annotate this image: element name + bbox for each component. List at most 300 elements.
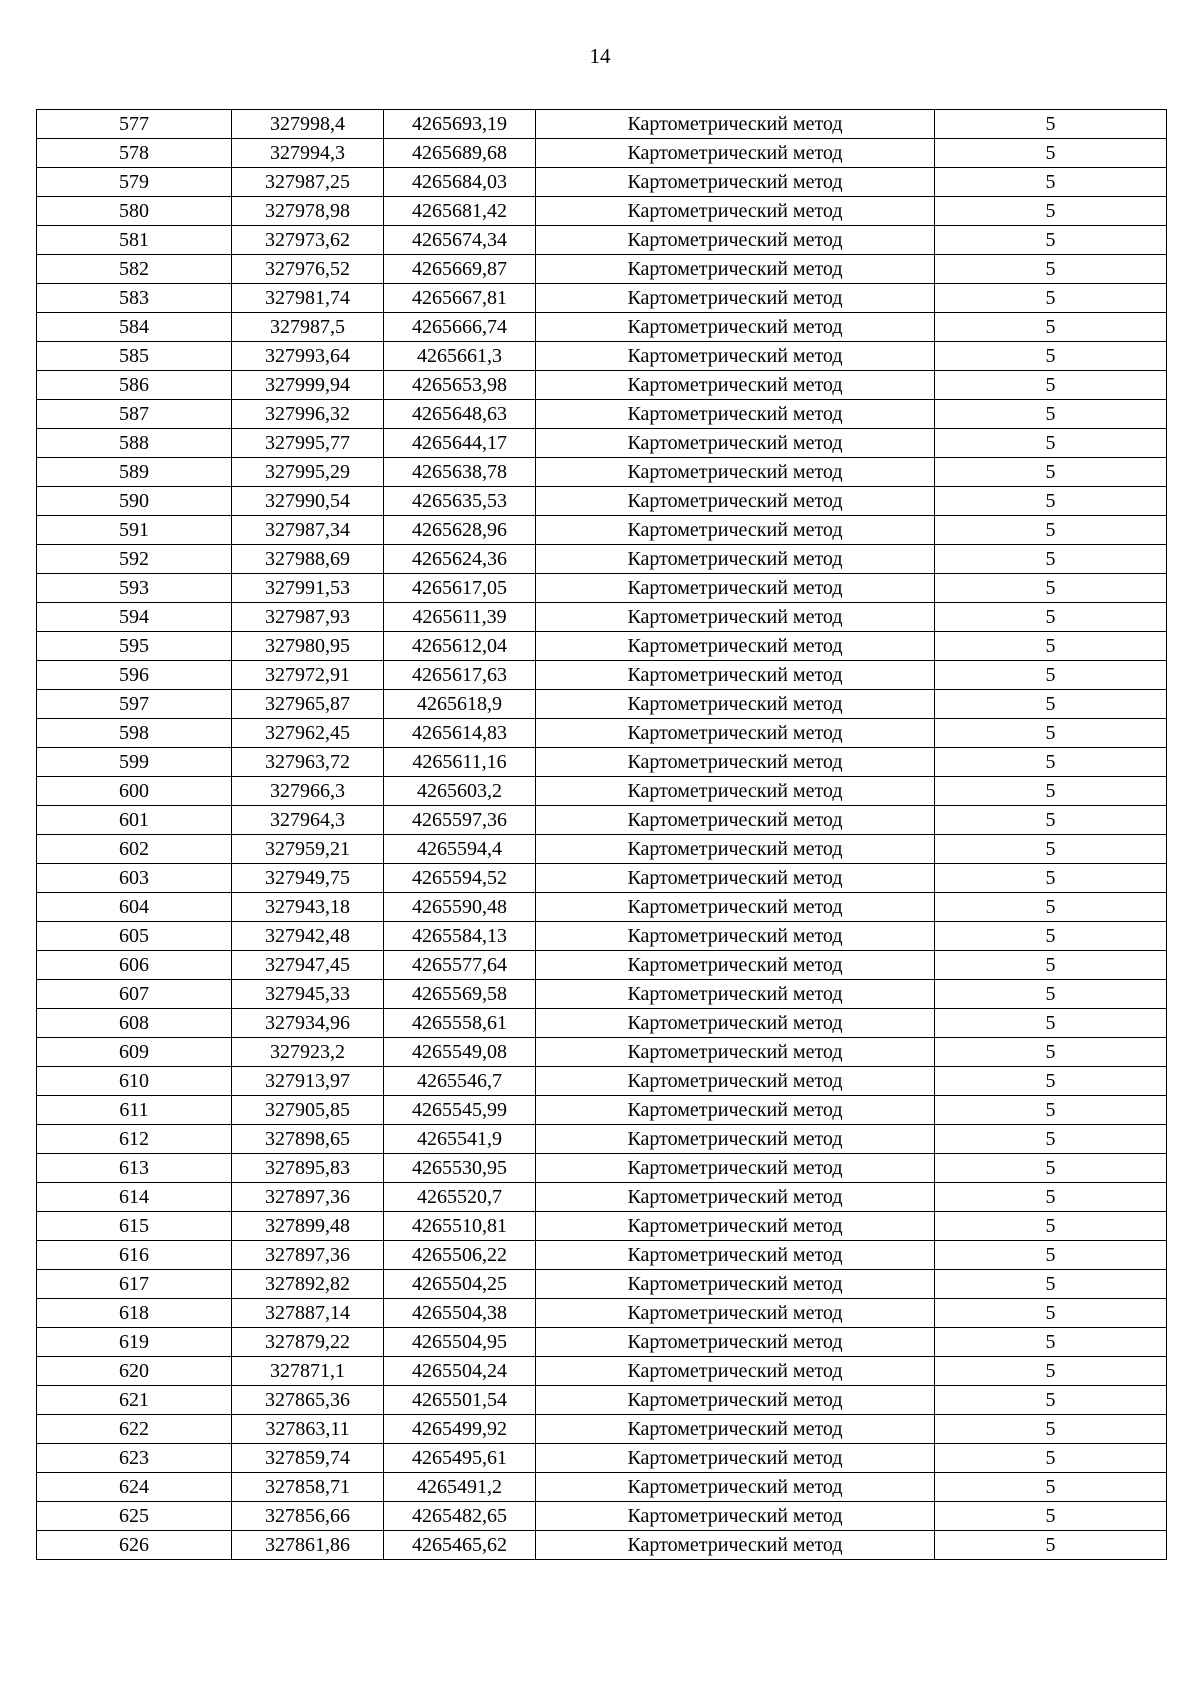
table-row xyxy=(37,603,1167,632)
table-row xyxy=(37,777,1167,806)
point-number-cell: 583 xyxy=(37,284,232,313)
method-cell: Картометрический метод xyxy=(536,458,935,487)
y-coordinate-cell: 4265614,83 xyxy=(384,719,536,748)
table-row xyxy=(37,1299,1167,1328)
table-row xyxy=(37,893,1167,922)
y-coordinate-cell: 4265549,08 xyxy=(384,1038,536,1067)
point-number-cell: 620 xyxy=(37,1357,232,1386)
y-coordinate-cell: 4265674,34 xyxy=(384,226,536,255)
x-coordinate-cell: 327987,25 xyxy=(232,168,384,197)
x-coordinate-cell: 327972,91 xyxy=(232,661,384,690)
y-coordinate-cell: 4265612,04 xyxy=(384,632,536,661)
method-cell: Картометрический метод xyxy=(536,748,935,777)
accuracy-cell: 5 xyxy=(935,777,1167,806)
x-coordinate-cell: 327905,85 xyxy=(232,1096,384,1125)
method-cell: Картометрический метод xyxy=(536,429,935,458)
point-number-cell: 625 xyxy=(37,1502,232,1531)
x-coordinate-cell: 327981,74 xyxy=(232,284,384,313)
y-coordinate-cell: 4265504,25 xyxy=(384,1270,536,1299)
page-number: 14 xyxy=(589,44,611,68)
accuracy-cell: 5 xyxy=(935,690,1167,719)
table-row xyxy=(37,110,1167,139)
y-coordinate-cell: 4265491,2 xyxy=(384,1473,536,1502)
method-cell: Картометрический метод xyxy=(536,864,935,893)
x-coordinate-cell: 327987,34 xyxy=(232,516,384,545)
x-coordinate-cell: 327899,48 xyxy=(232,1212,384,1241)
y-coordinate-cell: 4265590,48 xyxy=(384,893,536,922)
x-coordinate-cell: 327980,95 xyxy=(232,632,384,661)
x-coordinate-cell: 327887,14 xyxy=(232,1299,384,1328)
table-row xyxy=(37,197,1167,226)
accuracy-cell: 5 xyxy=(935,719,1167,748)
point-number-cell: 622 xyxy=(37,1415,232,1444)
point-number-cell: 593 xyxy=(37,574,232,603)
point-number-cell: 610 xyxy=(37,1067,232,1096)
x-coordinate-cell: 327942,48 xyxy=(232,922,384,951)
accuracy-cell: 5 xyxy=(935,748,1167,777)
point-number-cell: 604 xyxy=(37,893,232,922)
point-number-cell: 582 xyxy=(37,255,232,284)
y-coordinate-cell: 4265617,63 xyxy=(384,661,536,690)
table-row xyxy=(37,226,1167,255)
point-number-cell: 602 xyxy=(37,835,232,864)
accuracy-cell: 5 xyxy=(935,806,1167,835)
y-coordinate-cell: 4265506,22 xyxy=(384,1241,536,1270)
accuracy-cell: 5 xyxy=(935,197,1167,226)
point-number-cell: 592 xyxy=(37,545,232,574)
method-cell: Картометрический метод xyxy=(536,545,935,574)
accuracy-cell: 5 xyxy=(935,951,1167,980)
y-coordinate-cell: 4265618,9 xyxy=(384,690,536,719)
accuracy-cell: 5 xyxy=(935,864,1167,893)
y-coordinate-cell: 4265482,65 xyxy=(384,1502,536,1531)
accuracy-cell: 5 xyxy=(935,922,1167,951)
table-row xyxy=(37,545,1167,574)
accuracy-cell: 5 xyxy=(935,545,1167,574)
point-number-cell: 621 xyxy=(37,1386,232,1415)
method-cell: Картометрический метод xyxy=(536,400,935,429)
table-row xyxy=(37,632,1167,661)
table-row xyxy=(37,1125,1167,1154)
accuracy-cell: 5 xyxy=(935,139,1167,168)
table-row xyxy=(37,458,1167,487)
accuracy-cell: 5 xyxy=(935,1502,1167,1531)
table-row xyxy=(37,806,1167,835)
x-coordinate-cell: 327990,54 xyxy=(232,487,384,516)
table-row xyxy=(37,922,1167,951)
point-number-cell: 626 xyxy=(37,1531,232,1560)
x-coordinate-cell: 327996,32 xyxy=(232,400,384,429)
accuracy-cell: 5 xyxy=(935,342,1167,371)
y-coordinate-cell: 4265499,92 xyxy=(384,1415,536,1444)
x-coordinate-cell: 327995,29 xyxy=(232,458,384,487)
accuracy-cell: 5 xyxy=(935,1096,1167,1125)
x-coordinate-cell: 327897,36 xyxy=(232,1183,384,1212)
x-coordinate-cell: 327978,98 xyxy=(232,197,384,226)
accuracy-cell: 5 xyxy=(935,255,1167,284)
y-coordinate-cell: 4265495,61 xyxy=(384,1444,536,1473)
table-row xyxy=(37,1502,1167,1531)
x-coordinate-cell: 327879,22 xyxy=(232,1328,384,1357)
y-coordinate-cell: 4265684,03 xyxy=(384,168,536,197)
table-row xyxy=(37,980,1167,1009)
accuracy-cell: 5 xyxy=(935,632,1167,661)
y-coordinate-cell: 4265504,38 xyxy=(384,1299,536,1328)
accuracy-cell: 5 xyxy=(935,1154,1167,1183)
y-coordinate-cell: 4265504,95 xyxy=(384,1328,536,1357)
point-number-cell: 618 xyxy=(37,1299,232,1328)
y-coordinate-cell: 4265693,19 xyxy=(384,110,536,139)
y-coordinate-cell: 4265667,81 xyxy=(384,284,536,313)
y-coordinate-cell: 4265594,4 xyxy=(384,835,536,864)
y-coordinate-cell: 4265546,7 xyxy=(384,1067,536,1096)
accuracy-cell: 5 xyxy=(935,1299,1167,1328)
y-coordinate-cell: 4265584,13 xyxy=(384,922,536,951)
x-coordinate-cell: 327913,97 xyxy=(232,1067,384,1096)
method-cell: Картометрический метод xyxy=(536,922,935,951)
y-coordinate-cell: 4265569,58 xyxy=(384,980,536,1009)
table-row xyxy=(37,429,1167,458)
accuracy-cell: 5 xyxy=(935,1067,1167,1096)
y-coordinate-cell: 4265558,61 xyxy=(384,1009,536,1038)
point-number-cell: 595 xyxy=(37,632,232,661)
accuracy-cell: 5 xyxy=(935,458,1167,487)
table-row xyxy=(37,1067,1167,1096)
accuracy-cell: 5 xyxy=(935,400,1167,429)
table-row xyxy=(37,1357,1167,1386)
accuracy-cell: 5 xyxy=(935,1531,1167,1560)
method-cell: Картометрический метод xyxy=(536,1096,935,1125)
method-cell: Картометрический метод xyxy=(536,1241,935,1270)
table-row xyxy=(37,1415,1167,1444)
point-number-cell: 600 xyxy=(37,777,232,806)
y-coordinate-cell: 4265611,39 xyxy=(384,603,536,632)
method-cell: Картометрический метод xyxy=(536,1444,935,1473)
accuracy-cell: 5 xyxy=(935,1415,1167,1444)
method-cell: Картометрический метод xyxy=(536,255,935,284)
coordinates-table-body xyxy=(37,110,1167,1560)
method-cell: Картометрический метод xyxy=(536,632,935,661)
point-number-cell: 584 xyxy=(37,313,232,342)
point-number-cell: 612 xyxy=(37,1125,232,1154)
point-number-cell: 590 xyxy=(37,487,232,516)
x-coordinate-cell: 327998,4 xyxy=(232,110,384,139)
method-cell: Картометрический метод xyxy=(536,313,935,342)
accuracy-cell: 5 xyxy=(935,226,1167,255)
point-number-cell: 597 xyxy=(37,690,232,719)
accuracy-cell: 5 xyxy=(935,1328,1167,1357)
x-coordinate-cell: 327987,5 xyxy=(232,313,384,342)
point-number-cell: 608 xyxy=(37,1009,232,1038)
method-cell: Картометрический метод xyxy=(536,284,935,313)
method-cell: Картометрический метод xyxy=(536,690,935,719)
table-row xyxy=(37,1183,1167,1212)
point-number-cell: 613 xyxy=(37,1154,232,1183)
accuracy-cell: 5 xyxy=(935,1183,1167,1212)
y-coordinate-cell: 4265644,17 xyxy=(384,429,536,458)
method-cell: Картометрический метод xyxy=(536,1270,935,1299)
method-cell: Картометрический метод xyxy=(536,980,935,1009)
accuracy-cell: 5 xyxy=(935,487,1167,516)
accuracy-cell: 5 xyxy=(935,980,1167,1009)
table-row xyxy=(37,1241,1167,1270)
method-cell: Картометрический метод xyxy=(536,197,935,226)
x-coordinate-cell: 327949,75 xyxy=(232,864,384,893)
table-row xyxy=(37,168,1167,197)
y-coordinate-cell: 4265504,24 xyxy=(384,1357,536,1386)
table-row xyxy=(37,284,1167,313)
method-cell: Картометрический метод xyxy=(536,719,935,748)
point-number-cell: 605 xyxy=(37,922,232,951)
x-coordinate-cell: 327966,3 xyxy=(232,777,384,806)
point-number-cell: 587 xyxy=(37,400,232,429)
accuracy-cell: 5 xyxy=(935,1009,1167,1038)
table-row xyxy=(37,1386,1167,1415)
x-coordinate-cell: 327892,82 xyxy=(232,1270,384,1299)
point-number-cell: 623 xyxy=(37,1444,232,1473)
y-coordinate-cell: 4265666,74 xyxy=(384,313,536,342)
point-number-cell: 579 xyxy=(37,168,232,197)
method-cell: Картометрический метод xyxy=(536,603,935,632)
y-coordinate-cell: 4265617,05 xyxy=(384,574,536,603)
table-row xyxy=(37,1009,1167,1038)
point-number-cell: 617 xyxy=(37,1270,232,1299)
x-coordinate-cell: 327856,66 xyxy=(232,1502,384,1531)
x-coordinate-cell: 327865,36 xyxy=(232,1386,384,1415)
table-row xyxy=(37,255,1167,284)
point-number-cell: 594 xyxy=(37,603,232,632)
x-coordinate-cell: 327993,64 xyxy=(232,342,384,371)
y-coordinate-cell: 4265648,63 xyxy=(384,400,536,429)
table-row xyxy=(37,1328,1167,1357)
table-row xyxy=(37,487,1167,516)
table-row xyxy=(37,371,1167,400)
table-row xyxy=(37,1531,1167,1560)
point-number-cell: 624 xyxy=(37,1473,232,1502)
y-coordinate-cell: 4265501,54 xyxy=(384,1386,536,1415)
method-cell: Картометрический метод xyxy=(536,1299,935,1328)
method-cell: Картометрический метод xyxy=(536,806,935,835)
x-coordinate-cell: 327991,53 xyxy=(232,574,384,603)
accuracy-cell: 5 xyxy=(935,603,1167,632)
point-number-cell: 619 xyxy=(37,1328,232,1357)
table-row xyxy=(37,1444,1167,1473)
accuracy-cell: 5 xyxy=(935,313,1167,342)
table-row xyxy=(37,1212,1167,1241)
x-coordinate-cell: 327895,83 xyxy=(232,1154,384,1183)
method-cell: Картометрический метод xyxy=(536,1009,935,1038)
method-cell: Картометрический метод xyxy=(536,1125,935,1154)
x-coordinate-cell: 327963,72 xyxy=(232,748,384,777)
table-row xyxy=(37,719,1167,748)
y-coordinate-cell: 4265635,53 xyxy=(384,487,536,516)
point-number-cell: 601 xyxy=(37,806,232,835)
method-cell: Картометрический метод xyxy=(536,1386,935,1415)
accuracy-cell: 5 xyxy=(935,835,1167,864)
y-coordinate-cell: 4265603,2 xyxy=(384,777,536,806)
method-cell: Картометрический метод xyxy=(536,1415,935,1444)
point-number-cell: 596 xyxy=(37,661,232,690)
method-cell: Картометрический метод xyxy=(536,574,935,603)
method-cell: Картометрический метод xyxy=(536,951,935,980)
method-cell: Картометрический метод xyxy=(536,1067,935,1096)
method-cell: Картометрический метод xyxy=(536,777,935,806)
point-number-cell: 586 xyxy=(37,371,232,400)
table-row xyxy=(37,574,1167,603)
method-cell: Картометрический метод xyxy=(536,371,935,400)
method-cell: Картометрический метод xyxy=(536,1531,935,1560)
point-number-cell: 607 xyxy=(37,980,232,1009)
point-number-cell: 603 xyxy=(37,864,232,893)
method-cell: Картометрический метод xyxy=(536,1038,935,1067)
table-row xyxy=(37,661,1167,690)
point-number-cell: 606 xyxy=(37,951,232,980)
accuracy-cell: 5 xyxy=(935,574,1167,603)
y-coordinate-cell: 4265681,42 xyxy=(384,197,536,226)
point-number-cell: 580 xyxy=(37,197,232,226)
coordinates-table xyxy=(36,109,1167,1560)
accuracy-cell: 5 xyxy=(935,1241,1167,1270)
point-number-cell: 616 xyxy=(37,1241,232,1270)
y-coordinate-cell: 4265594,52 xyxy=(384,864,536,893)
point-number-cell: 578 xyxy=(37,139,232,168)
y-coordinate-cell: 4265465,62 xyxy=(384,1531,536,1560)
y-coordinate-cell: 4265520,7 xyxy=(384,1183,536,1212)
method-cell: Картометрический метод xyxy=(536,110,935,139)
accuracy-cell: 5 xyxy=(935,1357,1167,1386)
method-cell: Картометрический метод xyxy=(536,661,935,690)
point-number-cell: 577 xyxy=(37,110,232,139)
method-cell: Картометрический метод xyxy=(536,342,935,371)
x-coordinate-cell: 327863,11 xyxy=(232,1415,384,1444)
point-number-cell: 588 xyxy=(37,429,232,458)
point-number-cell: 589 xyxy=(37,458,232,487)
accuracy-cell: 5 xyxy=(935,110,1167,139)
table-row xyxy=(37,400,1167,429)
table-row xyxy=(37,835,1167,864)
method-cell: Картометрический метод xyxy=(536,516,935,545)
x-coordinate-cell: 327923,2 xyxy=(232,1038,384,1067)
x-coordinate-cell: 327988,69 xyxy=(232,545,384,574)
x-coordinate-cell: 327973,62 xyxy=(232,226,384,255)
y-coordinate-cell: 4265597,36 xyxy=(384,806,536,835)
y-coordinate-cell: 4265577,64 xyxy=(384,951,536,980)
method-cell: Картометрический метод xyxy=(536,1473,935,1502)
point-number-cell: 585 xyxy=(37,342,232,371)
accuracy-cell: 5 xyxy=(935,168,1167,197)
method-cell: Картометрический метод xyxy=(536,139,935,168)
x-coordinate-cell: 327976,52 xyxy=(232,255,384,284)
table-row xyxy=(37,1473,1167,1502)
x-coordinate-cell: 327934,96 xyxy=(232,1009,384,1038)
method-cell: Картометрический метод xyxy=(536,487,935,516)
accuracy-cell: 5 xyxy=(935,1473,1167,1502)
y-coordinate-cell: 4265611,16 xyxy=(384,748,536,777)
accuracy-cell: 5 xyxy=(935,429,1167,458)
x-coordinate-cell: 327999,94 xyxy=(232,371,384,400)
table-row xyxy=(37,1154,1167,1183)
x-coordinate-cell: 327962,45 xyxy=(232,719,384,748)
accuracy-cell: 5 xyxy=(935,1125,1167,1154)
x-coordinate-cell: 327859,74 xyxy=(232,1444,384,1473)
x-coordinate-cell: 327965,87 xyxy=(232,690,384,719)
accuracy-cell: 5 xyxy=(935,516,1167,545)
table-row xyxy=(37,313,1167,342)
accuracy-cell: 5 xyxy=(935,893,1167,922)
accuracy-cell: 5 xyxy=(935,371,1167,400)
table-row xyxy=(37,951,1167,980)
x-coordinate-cell: 327858,71 xyxy=(232,1473,384,1502)
table-row xyxy=(37,1270,1167,1299)
method-cell: Картометрический метод xyxy=(536,1328,935,1357)
x-coordinate-cell: 327871,1 xyxy=(232,1357,384,1386)
method-cell: Картометрический метод xyxy=(536,226,935,255)
y-coordinate-cell: 4265530,95 xyxy=(384,1154,536,1183)
y-coordinate-cell: 4265545,99 xyxy=(384,1096,536,1125)
point-number-cell: 611 xyxy=(37,1096,232,1125)
x-coordinate-cell: 327947,45 xyxy=(232,951,384,980)
y-coordinate-cell: 4265624,36 xyxy=(384,545,536,574)
table-row xyxy=(37,516,1167,545)
x-coordinate-cell: 327898,65 xyxy=(232,1125,384,1154)
x-coordinate-cell: 327994,3 xyxy=(232,139,384,168)
accuracy-cell: 5 xyxy=(935,661,1167,690)
method-cell: Картометрический метод xyxy=(536,1183,935,1212)
y-coordinate-cell: 4265669,87 xyxy=(384,255,536,284)
point-number-cell: 609 xyxy=(37,1038,232,1067)
x-coordinate-cell: 327861,86 xyxy=(232,1531,384,1560)
x-coordinate-cell: 327964,3 xyxy=(232,806,384,835)
x-coordinate-cell: 327943,18 xyxy=(232,893,384,922)
y-coordinate-cell: 4265628,96 xyxy=(384,516,536,545)
method-cell: Картометрический метод xyxy=(536,1502,935,1531)
table-row xyxy=(37,1038,1167,1067)
y-coordinate-cell: 4265541,9 xyxy=(384,1125,536,1154)
point-number-cell: 615 xyxy=(37,1212,232,1241)
point-number-cell: 591 xyxy=(37,516,232,545)
x-coordinate-cell: 327897,36 xyxy=(232,1241,384,1270)
table-row xyxy=(37,864,1167,893)
method-cell: Картометрический метод xyxy=(536,168,935,197)
accuracy-cell: 5 xyxy=(935,1270,1167,1299)
x-coordinate-cell: 327995,77 xyxy=(232,429,384,458)
table-row xyxy=(37,748,1167,777)
method-cell: Картометрический метод xyxy=(536,835,935,864)
point-number-cell: 581 xyxy=(37,226,232,255)
accuracy-cell: 5 xyxy=(935,284,1167,313)
method-cell: Картометрический метод xyxy=(536,893,935,922)
x-coordinate-cell: 327959,21 xyxy=(232,835,384,864)
table-row xyxy=(37,342,1167,371)
method-cell: Картометрический метод xyxy=(536,1357,935,1386)
accuracy-cell: 5 xyxy=(935,1386,1167,1415)
point-number-cell: 598 xyxy=(37,719,232,748)
table-row xyxy=(37,1096,1167,1125)
point-number-cell: 614 xyxy=(37,1183,232,1212)
y-coordinate-cell: 4265510,81 xyxy=(384,1212,536,1241)
x-coordinate-cell: 327987,93 xyxy=(232,603,384,632)
method-cell: Картометрический метод xyxy=(536,1212,935,1241)
x-coordinate-cell: 327945,33 xyxy=(232,980,384,1009)
accuracy-cell: 5 xyxy=(935,1444,1167,1473)
point-number-cell: 599 xyxy=(37,748,232,777)
y-coordinate-cell: 4265638,78 xyxy=(384,458,536,487)
table-row xyxy=(37,690,1167,719)
y-coordinate-cell: 4265653,98 xyxy=(384,371,536,400)
y-coordinate-cell: 4265661,3 xyxy=(384,342,536,371)
table-row xyxy=(37,139,1167,168)
accuracy-cell: 5 xyxy=(935,1038,1167,1067)
